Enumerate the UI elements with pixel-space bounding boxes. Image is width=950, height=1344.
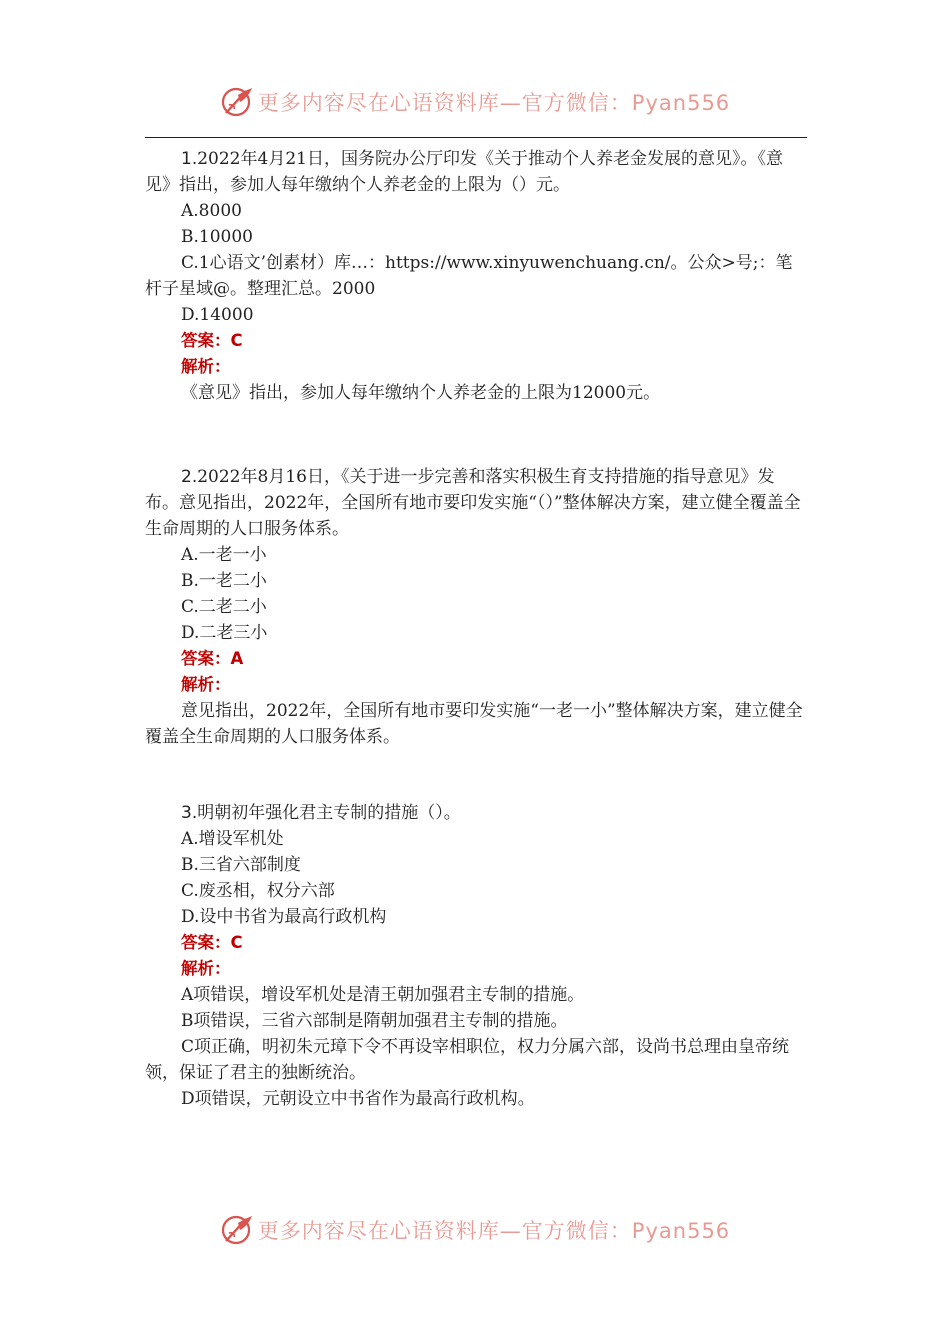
quill-logo-icon [220, 85, 254, 119]
question-1 [145, 146, 807, 406]
option: B.一老二小 [181, 571, 267, 591]
question-2 [145, 464, 807, 750]
question-number: 1. [181, 149, 198, 169]
spacer [145, 406, 807, 464]
analysis-text: C项正确，明初朱元璋下令不再设宰相职位，权力分属六部，设尚书总理由皇帝统领，保证了君主的独断统治。 [145, 1037, 790, 1083]
banner-text: 更多内容尽在心语资料库—官方微信：Pyan556 [257, 91, 731, 115]
question-stem: 3.明朝初年强化君主专制的措施（）。 [181, 803, 461, 823]
option: B.10000 [181, 227, 253, 247]
option: C.废丞相，权分六部 [181, 881, 335, 901]
question-stem: 2.2022年8月16日，《关于进一步完善和落实积极生育支持措施的指导意见》发布。意见指出，2022年，全国所有地市要印发实施“（）”整体解决方案，建立健全覆盖全生命周期的人口服务体系。 [145, 467, 801, 539]
analysis-text: 《意见》指出，参加人每年缴纳个人养老金的上限为12000元。 [181, 383, 661, 403]
question-stem: 1.2022年4月21日，国务院办公厅印发《关于推动个人养老金发展的意见》。《意见》指出，参加人每年缴纳个人养老金的上限为（）元。 [145, 149, 783, 195]
option: B.三省六部制度 [181, 855, 301, 875]
answer: 答案：C [181, 933, 243, 952]
header-banner [0, 82, 950, 122]
analysis-text: A项错误，增设军机处是清王朝加强君主专制的措施。 [181, 985, 585, 1005]
footer-banner [0, 1210, 950, 1250]
analysis-text: 意见指出，2022年，全国所有地市要印发实施“一老一小”整体解决方案，建立健全覆盖全生命周期的人口服务体系。 [145, 701, 803, 747]
question-3 [145, 800, 807, 1112]
analysis-label: 解析： [181, 675, 231, 694]
option: A.一老一小 [181, 545, 267, 565]
question-number: 2. [181, 467, 198, 487]
header-rule [145, 137, 807, 138]
option: C.1心语文’创素材）库…：https://www.xinyuwenchuang.cn/。公众>号;：笔杆子星域@。整理汇总。2000 [145, 253, 793, 299]
answer: 答案：A [181, 649, 244, 668]
option: A.8000 [181, 201, 242, 221]
quill-logo-icon [220, 1213, 254, 1247]
analysis-label: 解析： [181, 959, 231, 978]
analysis-label: 解析： [181, 357, 231, 376]
document-body [145, 146, 807, 1112]
option: A.增设军机处 [181, 829, 284, 849]
option: D.14000 [181, 305, 254, 325]
analysis-text: D项错误，元朝设立中书省作为最高行政机构。 [181, 1089, 535, 1109]
analysis-text: B项错误，三省六部制是隋朝加强君主专制的措施。 [181, 1011, 568, 1031]
answer: 答案：C [181, 331, 243, 350]
question-number: 3. [181, 803, 198, 823]
option: D.设中书省为最高行政机构 [181, 907, 387, 927]
spacer [145, 750, 807, 800]
banner-text: 更多内容尽在心语资料库—官方微信：Pyan556 [257, 1219, 731, 1243]
option: D.二老三小 [181, 623, 268, 643]
option: C.二老二小 [181, 597, 267, 617]
